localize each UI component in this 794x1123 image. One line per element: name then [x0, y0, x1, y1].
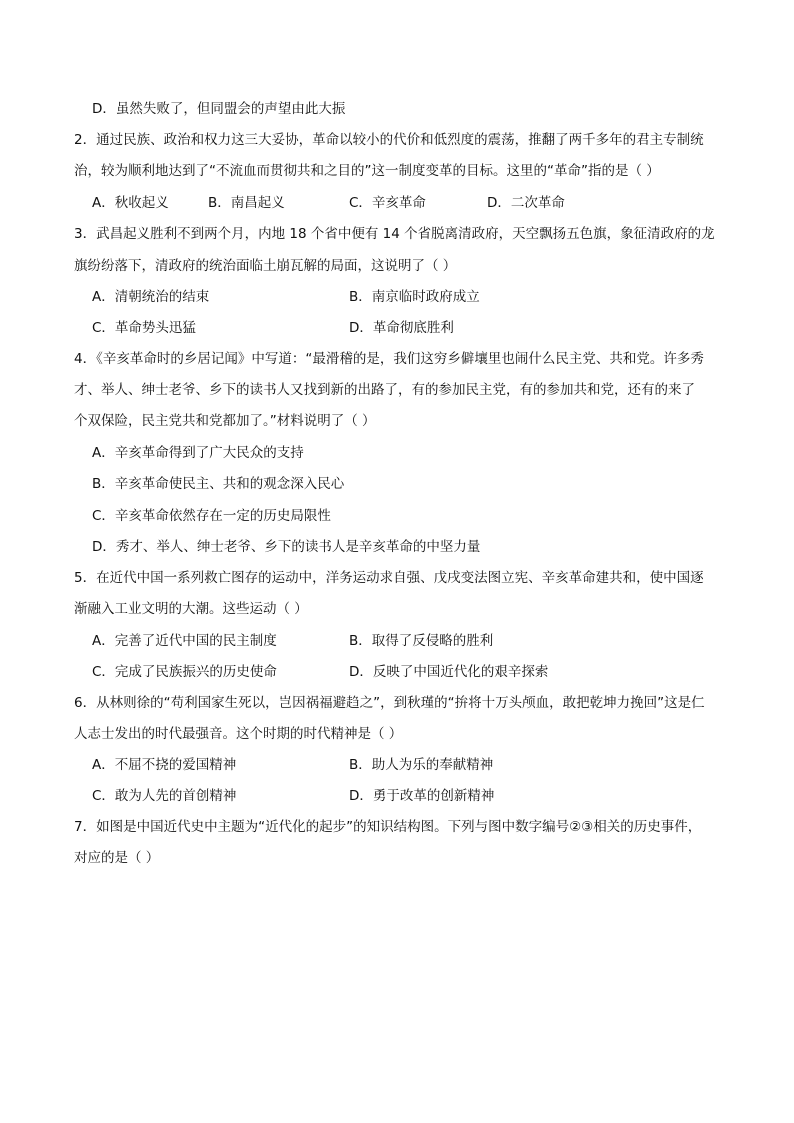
q4-option-b: B．辛亥革命使民主、共和的观念深入民心 [92, 476, 345, 492]
q2-option-d: D．二次革命 [487, 195, 565, 211]
q6-option-d: D．勇于改革的创新精神 [349, 788, 495, 804]
q6-option-a: A．不屈不挠的爱国精神 [92, 757, 237, 773]
q3-option-c: C．革命势头迅猛 [92, 320, 196, 336]
q4-stem-line-1: 4．《辛亥革命时的乡居记闻》中写道：“最滑稽的是，我们这穷乡僻壤里也闹什么民主党、共和党。许多秀 [74, 351, 704, 367]
q1-option-d: D．虽然失败了，但同盟会的声望由此大振 [92, 101, 346, 117]
q3-option-a: A．清朝统治的结束 [92, 289, 210, 305]
q5-stem-line-2: 渐融入工业文明的大潮。这些运动（ ） [74, 601, 308, 617]
q3-option-b: B．南京临时政府成立 [349, 289, 480, 305]
q3-option-d: D．革命彻底胜利 [349, 320, 454, 336]
q4-option-d: D．秀才、举人、绅士老爷、乡下的读书人是辛亥革命的中坚力量 [92, 539, 481, 555]
q6-stem-line-1: 6．从林则徐的“苟利国家生死以，岂因祸福避趋之”，到秋瑾的“拚将十万头颅血，敢把乾坤力挽回”这是仁 [74, 695, 705, 711]
q6-option-c: C．敢为人先的首创精神 [92, 788, 237, 804]
q2-stem-line-2: 治，较为顺利地达到了“不流血而贯彻共和之目的”这一制度变革的目标。这里的“革命”指的是（ ） [74, 163, 660, 179]
q7-stem-line-1: 7．如图是中国近代史中主题为“近代化的起步”的知识结构图。下列与图中数字编号②③相关的历史事件， [74, 819, 702, 835]
q5-option-c: C．完成了民族振兴的历史使命 [92, 664, 277, 680]
q4-option-c: C．辛亥革命依然存在一定的历史局限性 [92, 508, 331, 524]
q5-option-b: B．取得了反侵略的胜利 [349, 633, 494, 649]
q5-stem-line-1: 5．在近代中国一系列救亡图存的运动中，洋务运动求自强、戊戌变法图立宪、辛亥革命建共和，使中国逐 [74, 570, 704, 586]
q7-stem-line-2: 对应的是（ ） [74, 850, 160, 866]
q6-stem-line-2: 人志士发出的时代最强音。这个时期的时代精神是（ ） [74, 726, 403, 742]
q4-stem-line-2: 才、举人、绅士老爷、乡下的读书人又找到新的出路了，有的参加民主党，有的参加共和党，还有的来了 [74, 382, 695, 398]
q3-stem-line-1: 3．武昌起义胜利不到两个月，内地 18 个省中便有 14 个省脱离清政府，天空飘扬五色旗，象征清政府的龙 [74, 226, 715, 242]
q2-option-a: A．秋收起义 [92, 195, 169, 211]
q3-stem-line-2: 旗纷纷落下，清政府的统治面临土崩瓦解的局面，这说明了（ ） [74, 258, 457, 274]
q6-option-b: B．助人为乐的奉献精神 [349, 757, 494, 773]
q2-stem-line-1: 2．通过民族、政治和权力这三大妥协，革命以较小的代价和低烈度的震荡，推翻了两千多年的君主专制统 [74, 132, 704, 148]
q2-option-c: C．辛亥革命 [349, 195, 426, 211]
q4-option-a: A．辛亥革命得到了广大民众的支持 [92, 445, 304, 461]
q2-option-b: B．南昌起义 [208, 195, 285, 211]
q5-option-a: A．完善了近代中国的民主制度 [92, 633, 277, 649]
q5-option-d: D．反映了中国近代化的艰辛探索 [349, 664, 549, 680]
q4-stem-line-3: 个双保险，民主党共和党都加了。”材料说明了（ ） [74, 413, 376, 429]
